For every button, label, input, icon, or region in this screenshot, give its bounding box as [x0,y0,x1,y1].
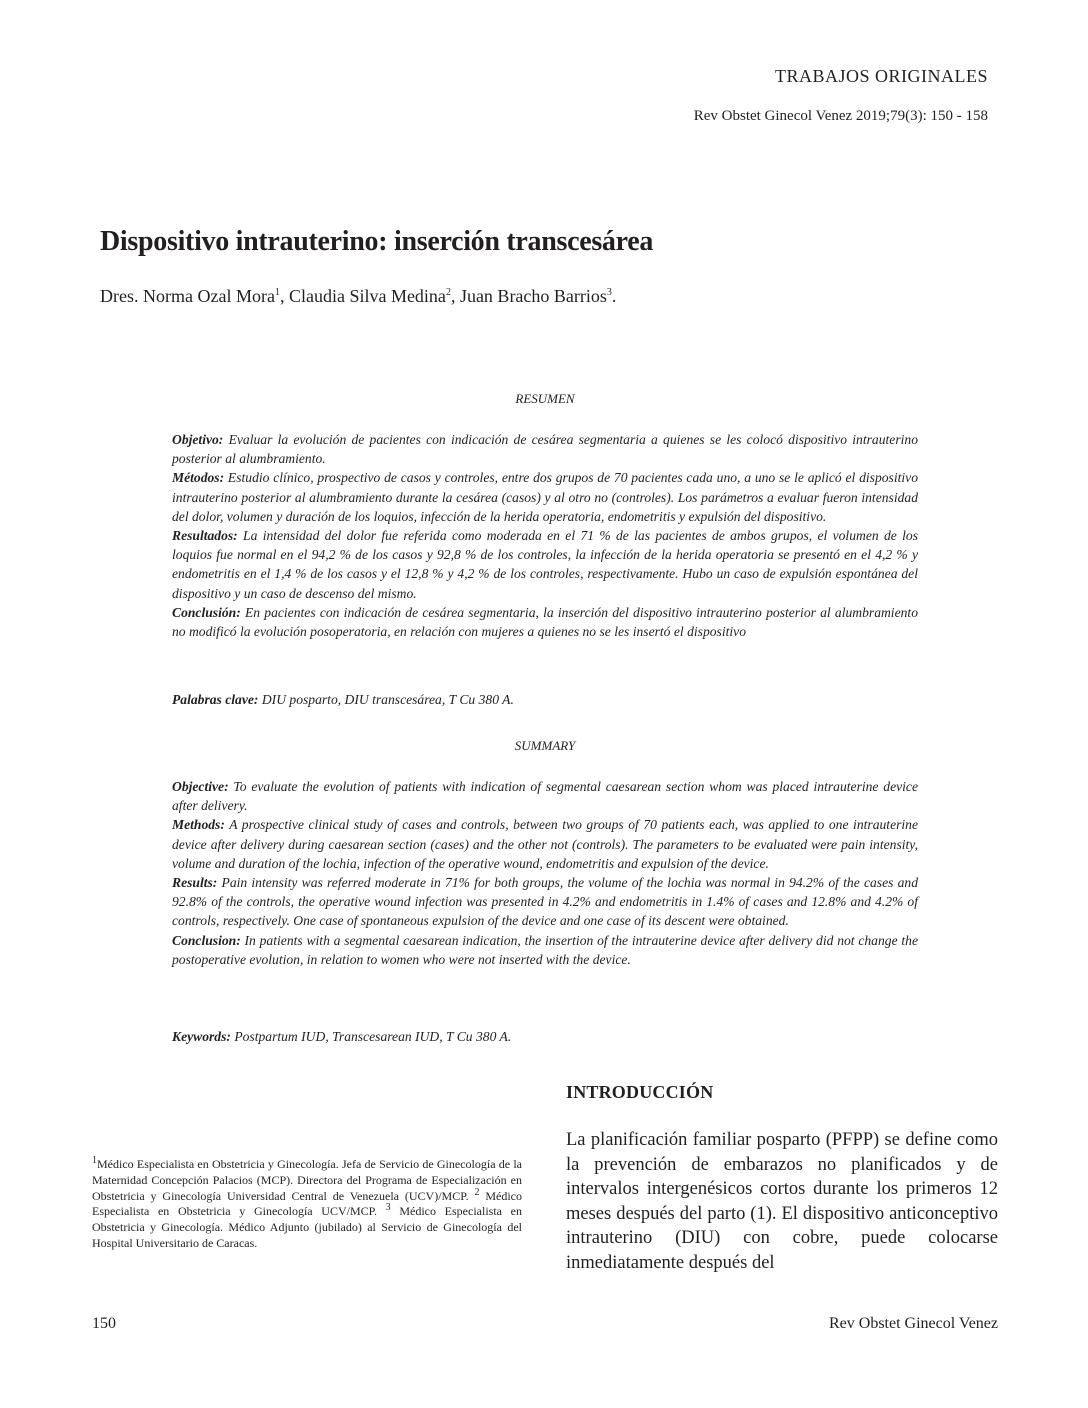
author-affiliation-mark: 3 [606,287,612,298]
keywords-label: Palabras clave: [172,692,259,707]
abstract-text: Estudio clínico, prospectivo de casos y controles, entre dos grupos de 70 pacientes cada uno, a uno se le aplicó el dispositivo intrauterino posterior al alumbramiento durante la cesárea (casos) y al otro no (controles). Los parámetros a evaluar fueron intensidad del dolor, volumen y duración de los loquios, infección de la herida operatoria, endometritis y expulsión del dispositivo. [172,470,918,524]
resumen-body [172,430,918,641]
abstract-label: Conclusion: [172,932,241,948]
abstract-label: Methods: [172,817,225,833]
author-name: Claudia Silva Medina [288,286,446,306]
abstract-paragraph [172,931,918,969]
abstract-label: Métodos: [172,470,225,486]
abstract-label: Objetivo: [172,432,224,447]
abstract-paragraph [172,873,918,931]
authors-prefix: Dres. [100,286,139,306]
footnote-text: Médico Especialista en Obstetricia y Ginecología. Médico Adjunto (jubilado) al Servicio de Ginecología del Hospital Universitario de Caracas. [92,1204,522,1250]
section-label: TRABAJOS ORIGINALES [774,66,988,86]
abstract-label: Objective: [172,779,229,794]
abstract-label: Results: [172,875,218,891]
abstract-paragraph [172,815,918,873]
resumen-heading: RESUMEN [515,391,575,406]
abstract-text: In patients with a segmental caesarean indication, the insertion of the intrauterine device after delivery did not change the postoperative evolution, in relation to women who were not inserted with the device. [172,932,918,967]
abstract-paragraph [172,526,918,603]
footnote-mark: 2 [474,1186,480,1198]
abstract-label: Conclusión: [172,604,241,620]
affiliations-footnote [92,1157,522,1252]
abstract-text: A prospective clinical study of cases and controls, between two groups of 70 patients each, was applied to one intrauterine device after delivery during caesarean section (cases) and the other not (controls). The parameters to be evaluated were pain intensity, volume and duration of the lochia, infection of the operative wound, endometritis and expulsion of the device. [172,817,919,871]
footnote-mark: 3 [385,1202,391,1214]
article-title: Dispositivo intrauterino: inserción transcesárea [100,226,654,257]
abstract-paragraph [172,777,918,815]
author-name: Norma Ozal Mora [143,286,275,306]
footnote-text: Médico Especialista en Obstetricia y Ginecología. Jefa de Servicio de Ginecología de la Maternidad Concepción Palacios (MCP). Directora del Programa de Especialización en Obstetricia y Ginecología Universidad Central de Venezuela (UCV)/MCP. [92,1157,522,1203]
footnote-mark: 1 [92,1155,97,1166]
abstract-text: La intensidad del dolor fue referida como moderada en el 71 % de las pacientes de ambos grupos, el volumen de los loquios fue normal en el 94,2 % de los casos y 92,8 % de los controles, la infección de la herida operatoria se presentó en el 4,2 % y endometritis en el 1,4 % de los casos y el 12,8 % y 4,2 % de los controles, respectivamente. Hubo un caso de expulsión espontánea del dispositivo y un caso de descenso del mismo. [172,528,918,601]
abstract-text: To evaluate the evolution of patients with indication of segmental caesarean section whom was placed intrauterine device after delivery. [172,779,918,814]
abstract-text: En pacientes con indicación de cesárea segmentaria, la inserción del dispositivo intrauterino posterior al alumbramiento no modificó la evolución posoperatoria, en relación con mujeres a quienes no se les insertó el dispositivo [172,604,918,640]
keywords-text: Postpartum IUD, Transcesarean IUD, T Cu 380 A. [234,1029,512,1044]
author-name: Juan Bracho Barrios [459,286,607,306]
abstract-paragraph [172,468,918,526]
running-footer: Rev Obstet Ginecol Venez [829,1315,998,1332]
author-affiliation-mark: 1 [274,287,280,298]
summary-keywords [172,1027,918,1046]
abstract-label: Resultados: [172,528,238,544]
summary-body [172,777,918,969]
abstract-paragraph [172,603,918,641]
author-separator: . [611,286,617,306]
summary-heading: SUMMARY [514,738,576,753]
author-separator: , [450,286,456,306]
keywords-text: DIU posparto, DIU transcesárea, T Cu 380 A. [261,692,514,707]
abstract-paragraph [172,430,918,468]
footnote-text: Médico Especialista en Obstetricia y Ginecología UCV/MCP. [92,1188,522,1219]
page-number: 150 [92,1315,116,1332]
author-affiliation-mark: 2 [445,287,451,298]
abstract-text: Pain intensity was referred moderate in 71% for both groups, the volume of the lochia was normal in 94.2% of the cases and 92.8% of the controls, the operative wound infection was presented in 4.2% and endometritis in 1.4% of cases and 12.8% and 4.2% of controls, respectively. One case of spontaneous expulsion of the device and one case of its descent were obtained. [172,875,918,929]
author-separator: , [279,286,285,306]
resumen-keywords [172,690,918,709]
introduction-text: La planificación familiar posparto (PFPP) se define como la prevención de embarazos no planificados y de intervalos intergenésicos cortos durante los primeros 12 meses después del parto (1). El dispositivo anticonceptivo intrauterino (DIU) con cobre, puede colocarse inmediatamente después del [566,1130,998,1273]
keywords-label: Keywords: [172,1029,231,1044]
journal-citation: Rev Obstet Ginecol Venez 2019;79(3): 150 - 158 [693,108,988,124]
introduction-heading: INTRODUCCIÓN [566,1082,714,1102]
author-list [100,286,616,307]
abstract-text: Evaluar la evolución de pacientes con indicación de cesárea segmentaria a quienes se les colocó dispositivo intrauterino posterior al alumbramiento. [172,432,918,467]
